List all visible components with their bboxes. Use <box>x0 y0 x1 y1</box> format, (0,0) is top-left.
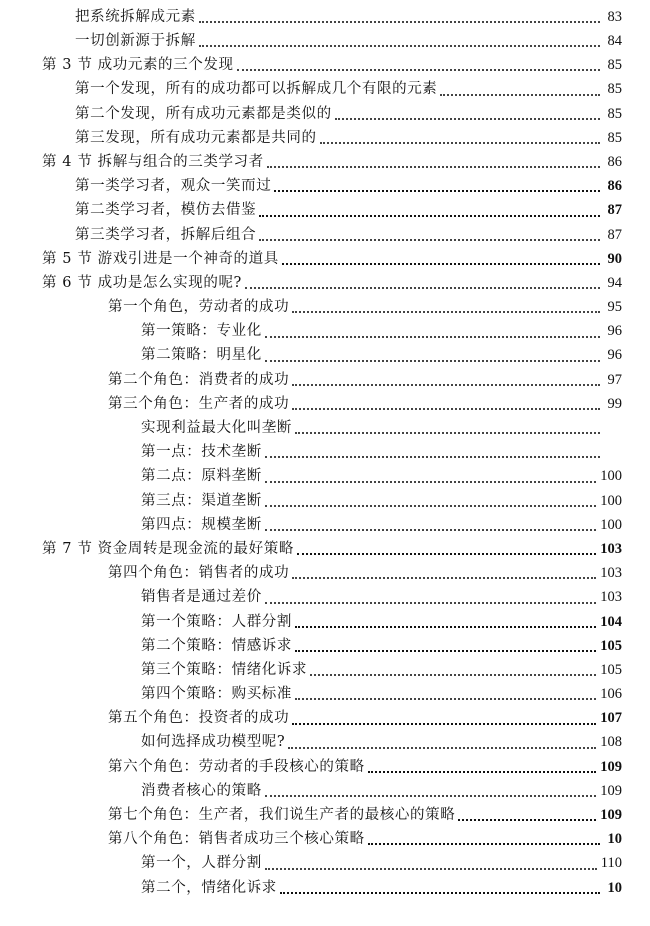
toc-entry-page-number: 10 <box>607 879 622 896</box>
dot-leader <box>292 311 600 313</box>
toc-entry[interactable] <box>0 319 650 343</box>
toc-entry[interactable] <box>0 368 650 392</box>
toc-entry-page-number: 100 <box>600 492 622 509</box>
toc-entry-title: 第三发现，所有成功元素都是共同的 <box>75 129 317 146</box>
dot-leader <box>295 698 596 700</box>
toc-entry[interactable] <box>0 876 650 900</box>
toc-entry[interactable] <box>0 416 650 440</box>
toc-entry-page-number: 106 <box>600 686 622 703</box>
toc-entry-title: 第一个角色，劳动者的成功 <box>108 299 290 316</box>
dot-leader <box>292 384 600 386</box>
dot-leader <box>295 650 596 652</box>
toc-entry[interactable] <box>0 5 650 29</box>
dot-leader <box>310 674 596 676</box>
dot-leader <box>265 602 596 604</box>
toc-entry[interactable] <box>0 126 650 150</box>
toc-entry[interactable] <box>0 174 650 198</box>
dot-leader <box>265 795 596 797</box>
dot-leader <box>292 408 600 410</box>
toc-entry-page-number: 83 <box>607 8 622 25</box>
toc-entry-title: 销售者是通过差价 <box>141 589 262 606</box>
toc-entry-page-number: 97 <box>607 371 622 388</box>
toc-entry-title: 第 4 节 拆解与组合的三类学习者 <box>42 153 264 170</box>
dot-leader <box>265 360 600 362</box>
toc-entry[interactable] <box>0 465 650 489</box>
toc-entry[interactable] <box>0 682 650 706</box>
toc-entry[interactable] <box>0 440 650 464</box>
toc-entry-page-number: 107 <box>600 710 622 727</box>
toc-entry[interactable] <box>0 827 650 851</box>
dot-leader <box>265 456 600 458</box>
toc-entry-title: 把系统拆解成元素 <box>75 8 196 25</box>
dot-leader <box>274 190 600 192</box>
dot-leader <box>265 336 600 338</box>
toc-entry[interactable] <box>0 852 650 876</box>
toc-entry-page-number: 100 <box>600 468 622 485</box>
toc-entry[interactable] <box>0 295 650 319</box>
dot-leader <box>335 118 600 120</box>
toc-entry-title: 第三类学习者，拆解后组合 <box>75 226 257 243</box>
dot-leader <box>297 553 596 555</box>
toc-entry-title: 第二策略：明星化 <box>141 347 262 364</box>
toc-entry-title: 第八个角色：销售者成功三个核心策略 <box>108 831 365 848</box>
toc-entry-page-number: 86 <box>607 153 622 170</box>
toc-entry[interactable] <box>0 779 650 803</box>
dot-leader <box>295 626 596 628</box>
toc-entry-title: 第 5 节 游戏引进是一个神奇的道具 <box>42 250 279 267</box>
toc-entry-title: 第一策略：专业化 <box>141 323 262 340</box>
dot-leader <box>368 843 600 845</box>
toc-entry-title: 第一类学习者，观众一笑而过 <box>75 178 272 195</box>
toc-entry-title: 一切创新源于拆解 <box>75 33 196 50</box>
toc-entry-title: 第四点：规模垄断 <box>141 516 262 533</box>
toc-entry-title: 第一个策略：人群分割 <box>141 613 292 630</box>
toc-entry-page-number: 105 <box>600 661 622 678</box>
dot-leader <box>280 892 600 894</box>
toc-entry[interactable] <box>0 247 650 271</box>
toc-entry[interactable] <box>0 271 650 295</box>
toc-entry-title: 第一个，人群分割 <box>141 855 262 872</box>
toc-entry[interactable] <box>0 513 650 537</box>
toc-entry[interactable] <box>0 53 650 77</box>
toc-entry-page-number: 85 <box>607 105 622 122</box>
toc-entry[interactable] <box>0 29 650 53</box>
toc-entry-title: 第四个策略：购买标准 <box>141 686 292 703</box>
toc-entry[interactable] <box>0 150 650 174</box>
dot-leader <box>292 577 596 579</box>
toc-entry-page-number: 100 <box>600 516 622 533</box>
dot-leader <box>265 529 596 531</box>
dot-leader <box>288 747 596 749</box>
dot-leader <box>282 263 600 265</box>
toc-entry-page-number: 105 <box>600 637 622 654</box>
toc-entry-page-number: 103 <box>600 540 622 557</box>
dot-leader <box>259 239 600 241</box>
toc-entry-page-number: 104 <box>600 613 622 630</box>
toc-entry-page-number: 108 <box>600 734 622 751</box>
dot-leader <box>267 166 600 168</box>
toc-entry[interactable] <box>0 755 650 779</box>
dot-leader <box>292 723 596 725</box>
toc-entry[interactable] <box>0 803 650 827</box>
toc-entry-title: 第 3 节 成功元素的三个发现 <box>42 57 234 74</box>
dot-leader <box>440 94 600 96</box>
toc-entry-title: 第 6 节 成功是怎么实现的呢? <box>42 274 242 291</box>
toc-entry-page-number: 109 <box>600 807 622 824</box>
toc-entry[interactable] <box>0 489 650 513</box>
toc-entry-title: 第一个发现，所有的成功都可以拆解成几个有限的元素 <box>75 81 438 98</box>
dot-leader <box>368 771 597 773</box>
toc-entry-page-number: 84 <box>607 33 622 50</box>
toc-entry-title: 第三个角色：生产者的成功 <box>108 395 290 412</box>
toc-entry-page-number: 90 <box>607 250 622 267</box>
toc-entry[interactable] <box>0 658 650 682</box>
toc-entry-title: 第二点：原料垄断 <box>141 468 262 485</box>
toc-entry[interactable] <box>0 78 650 102</box>
toc-entry[interactable] <box>0 586 650 610</box>
toc-entry[interactable] <box>0 537 650 561</box>
dot-leader <box>245 287 600 289</box>
toc-entry-page-number: 103 <box>600 589 622 606</box>
toc-entry[interactable] <box>0 199 650 223</box>
toc-entry-title: 如何选择成功模型呢? <box>141 734 286 751</box>
toc-entry-title: 第五个角色：投资者的成功 <box>108 710 290 727</box>
toc-entry-page-number: 87 <box>607 226 622 243</box>
toc-entry[interactable] <box>0 392 650 416</box>
toc-entry-page-number: 110 <box>600 855 622 872</box>
toc-entry-title: 第 7 节 资金周转是现金流的最好策略 <box>42 540 294 557</box>
dot-leader <box>265 868 597 870</box>
toc-entry-page-number: 85 <box>607 81 622 98</box>
toc-entry[interactable] <box>0 706 650 730</box>
toc-entry[interactable] <box>0 561 650 585</box>
toc-entry-title: 第二个角色：消费者的成功 <box>108 371 290 388</box>
toc-entry-title: 消费者核心的策略 <box>141 782 262 799</box>
toc-entry[interactable] <box>0 634 650 658</box>
toc-entry-page-number: 96 <box>607 323 622 340</box>
toc-entry-page-number: 109 <box>600 782 622 799</box>
toc-entry-title: 第四个角色：销售者的成功 <box>108 565 290 582</box>
toc-entry-page-number: 94 <box>607 274 622 291</box>
toc-entry[interactable] <box>0 102 650 126</box>
toc-entry[interactable] <box>0 344 650 368</box>
toc-entry-page-number: 96 <box>607 347 622 364</box>
toc-entry-page-number: 95 <box>607 299 622 316</box>
toc-entry-title: 实现利益最大化叫垄断 <box>141 420 292 437</box>
toc-entry-page-number: 85 <box>607 129 622 146</box>
toc-entry-title: 第三个策略：情绪化诉求 <box>141 661 308 678</box>
toc-entry-title: 第二个，情绪化诉求 <box>141 879 277 896</box>
dot-leader <box>265 481 596 483</box>
dot-leader <box>265 505 596 507</box>
dot-leader <box>320 142 600 144</box>
table-of-contents <box>0 5 650 900</box>
dot-leader <box>199 45 600 47</box>
toc-entry-page-number: 85 <box>607 57 622 74</box>
toc-entry-page-number: 99 <box>607 395 622 412</box>
toc-entry-title: 第三点：渠道垄断 <box>141 492 262 509</box>
toc-entry-title: 第二个策略：情感诉求 <box>141 637 292 654</box>
toc-entry-title: 第二个发现，所有成功元素都是类似的 <box>75 105 332 122</box>
toc-entry[interactable] <box>0 223 650 247</box>
toc-entry-page-number: 103 <box>600 565 622 582</box>
toc-entry-title: 第六个角色：劳动者的手段核心的策略 <box>108 758 365 775</box>
toc-entry[interactable] <box>0 610 650 634</box>
toc-entry-page-number: 10 <box>607 831 622 848</box>
toc-entry-page-number: 86 <box>607 178 622 195</box>
toc-entry-page-number: 87 <box>607 202 622 219</box>
toc-entry[interactable] <box>0 731 650 755</box>
dot-leader <box>199 21 600 23</box>
toc-entry-title: 第七个角色：生产者，我们说生产者的最核心的策略 <box>108 807 456 824</box>
toc-entry-title: 第一点：技术垄断 <box>141 444 262 461</box>
dot-leader <box>295 432 600 434</box>
toc-entry-page-number: 109 <box>600 758 622 775</box>
dot-leader <box>237 69 600 71</box>
dot-leader <box>458 819 596 821</box>
dot-leader <box>259 215 600 217</box>
toc-entry-title: 第二类学习者，模仿去借鉴 <box>75 202 257 219</box>
